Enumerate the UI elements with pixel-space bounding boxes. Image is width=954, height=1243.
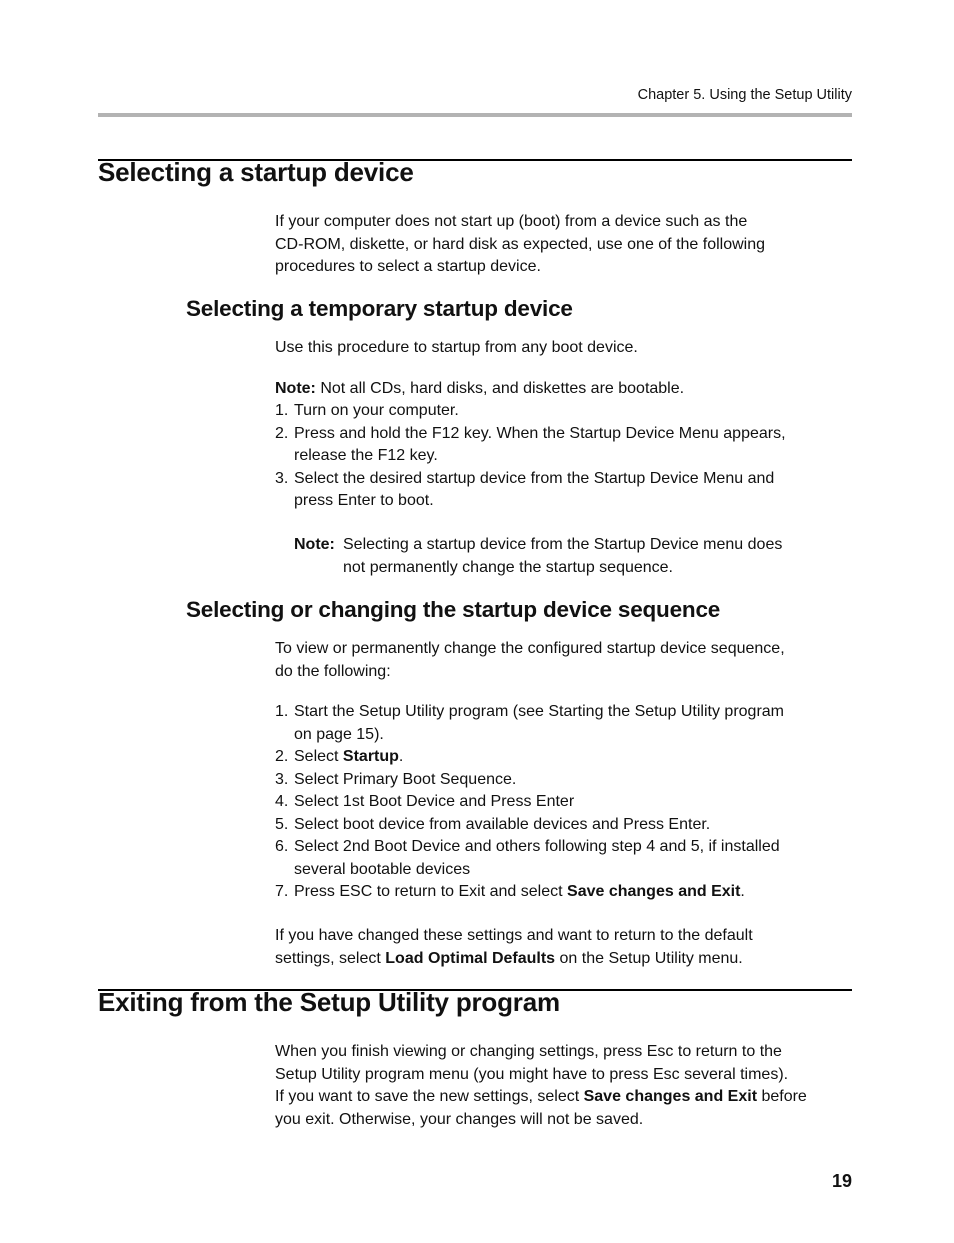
- list-item: 7. Press ESC to return to Exit and select Save changes and Exit.: [275, 881, 853, 904]
- subsection-title: Selecting a temporary startup device: [186, 296, 573, 321]
- list-item: [275, 423, 853, 468]
- step-list: [275, 701, 853, 904]
- note-label: Note:: [275, 380, 316, 397]
- header-rule: [98, 113, 852, 117]
- text-line: you exit. Otherwise, your changes will not be saved.: [275, 1110, 644, 1128]
- step-number: 2.: [275, 748, 289, 765]
- running-header: Chapter 5. Using the Setup Utility: [637, 87, 852, 103]
- section-body: When you finish viewing or changing settings, press Esc to return to the Setup Utility program menu (you might have to press Esc several times). If you want to save the new settings, select Save changes and Exit before you exit. Otherwise, your changes will not be saved.: [275, 1041, 850, 1131]
- step-text: Select boot device from available devices and Press Enter.: [294, 815, 711, 833]
- page-number: 19: [831, 1171, 852, 1191]
- text-line: If your computer does not start up (boot) from a device such as the: [275, 213, 748, 230]
- subsection-intro: [275, 337, 850, 360]
- step-number: 3.: [275, 770, 289, 788]
- step-text: press Enter to boot.: [294, 492, 434, 509]
- section-intro: [275, 211, 850, 279]
- step-list: [275, 400, 853, 513]
- step-text: Turn on your computer.: [294, 402, 459, 419]
- subsection-outro: If you have changed these settings and want to return to the default settings, select Load Optimal Defaults on the Setup Utility menu.: [275, 925, 850, 970]
- list-item: [275, 769, 853, 792]
- text-line: Use this procedure to startup from any boot device.: [275, 339, 638, 356]
- text-line: If you have changed these settings and want to return to the default: [275, 927, 753, 944]
- step-number: 2.: [275, 424, 289, 442]
- text-line: CD-ROM, diskette, or hard disk as expected, use one of the following: [275, 235, 766, 253]
- text-line: settings, select: [275, 949, 386, 967]
- list-item: [275, 791, 853, 814]
- step-number: 3.: [275, 469, 289, 487]
- step-number: 4.: [275, 793, 289, 810]
- step-text: Select 1st Boot Device and Press Enter: [294, 793, 575, 810]
- menu-name: Save changes and Exit: [567, 883, 741, 900]
- section-title: Selecting a startup device: [98, 157, 414, 187]
- note-text: Selecting a startup device from the Startup Device menu does: [343, 536, 783, 553]
- subsection-title: Selecting or changing the startup device sequence: [186, 597, 721, 622]
- subsection-intro: [275, 638, 850, 683]
- step-text: release the F12 key.: [294, 447, 438, 464]
- step-number: 7.: [275, 883, 289, 900]
- step-text: Start the Setup Utility program (see Starting the Setup Utility program: [294, 703, 784, 720]
- text-line: Setup Utility program menu (you might have to press Esc several times).: [275, 1065, 789, 1083]
- step-text: Select: [294, 748, 343, 765]
- list-item: [275, 701, 853, 746]
- note-text: not permanently change the startup sequence.: [343, 558, 673, 576]
- step-text: Press ESC to return to Exit and select: [294, 883, 568, 900]
- step-number: 1.: [275, 703, 289, 720]
- note-label: Note:: [294, 536, 335, 553]
- menu-name: Save changes and Exit: [583, 1088, 758, 1105]
- list-item: [275, 814, 853, 837]
- list-item: [275, 468, 853, 513]
- text-line: To view or permanently change the configured startup device sequence,: [275, 640, 785, 657]
- text-line: When you finish viewing or changing settings, press Esc to return to the: [275, 1043, 782, 1060]
- step-text: Select Primary Boot Sequence.: [294, 770, 517, 788]
- indented-note: [294, 534, 854, 579]
- text-line: procedures to select a startup device.: [275, 258, 541, 275]
- note: [275, 378, 850, 401]
- step-number: 1.: [275, 402, 289, 419]
- menu-name: Startup: [342, 748, 399, 765]
- step-text: Press and hold the F12 key. When the Startup Device Menu appears,: [294, 424, 786, 442]
- list-item: 2. Select Startup.: [275, 746, 853, 769]
- text-line: do the following:: [275, 662, 391, 680]
- step-text: Select 2nd Boot Device and others following step 4 and 5, if installed: [294, 838, 780, 855]
- list-item: [275, 400, 853, 423]
- step-text: Select the desired startup device from the Startup Device Menu and: [294, 469, 775, 487]
- section-title: Exiting from the Setup Utility program: [98, 987, 560, 1017]
- step-number: 6.: [275, 838, 289, 855]
- step-number: 5.: [275, 815, 289, 833]
- step-text: several bootable devices: [294, 860, 471, 878]
- menu-name: Load Optimal Defaults: [385, 949, 556, 967]
- step-text: on page 15).: [294, 725, 384, 743]
- note-text: Not all CDs, hard disks, and diskettes are bootable.: [315, 380, 685, 397]
- list-item: [275, 836, 853, 881]
- text-line: If you want to save the new settings, select: [275, 1088, 584, 1105]
